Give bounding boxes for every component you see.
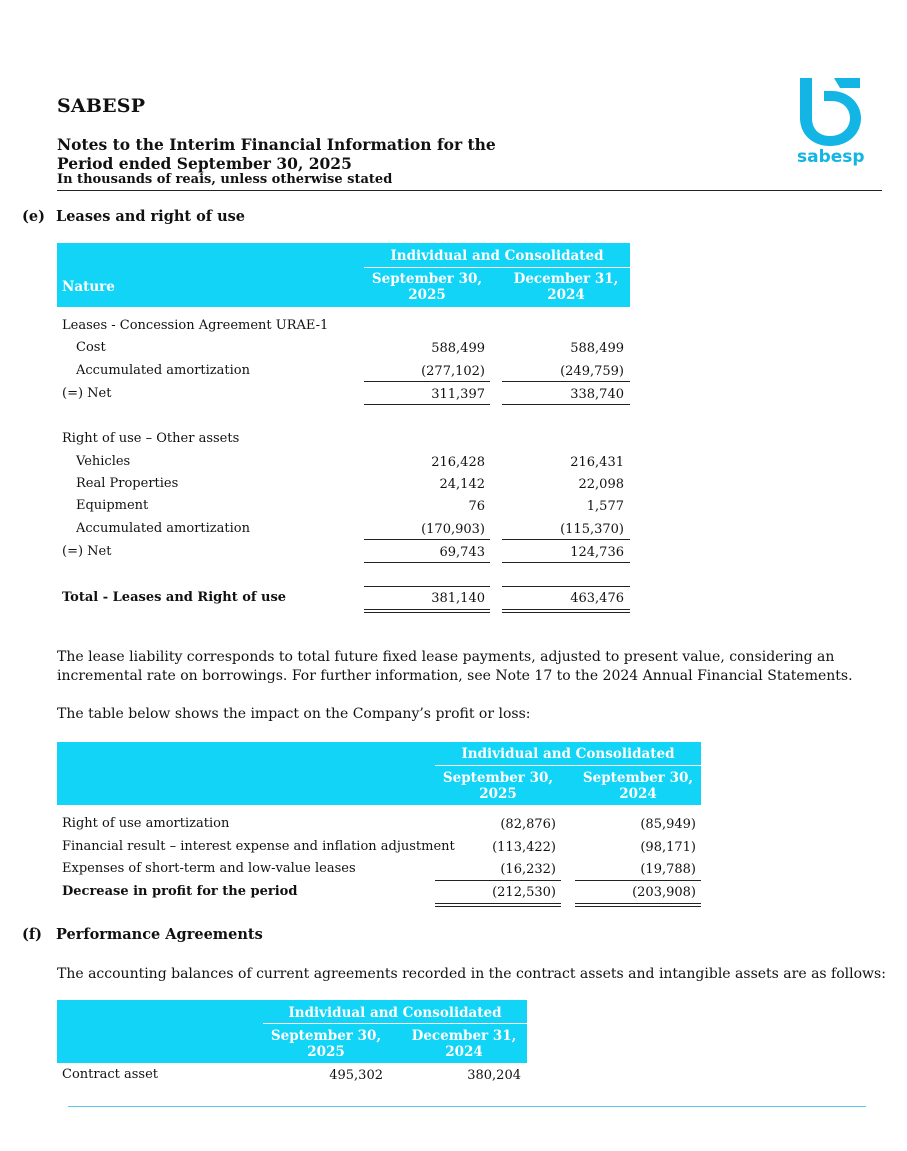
total-double-rule <box>364 609 490 613</box>
subtotal-rule <box>364 539 490 540</box>
company-name: SABESP <box>57 95 146 117</box>
table-cell: 338,740 <box>570 387 624 402</box>
table-cell: 463,476 <box>570 591 624 606</box>
table1-nature-label: Nature <box>62 279 115 295</box>
table-row: Real Properties <box>76 476 179 491</box>
total-double-rule <box>575 903 701 907</box>
sabesp-logo <box>794 74 870 170</box>
table1-col2-line1: December 31, <box>513 271 619 287</box>
table-cell: (82,876) <box>500 817 556 832</box>
table-cell: 381,140 <box>431 591 485 606</box>
table1-header-rule <box>364 267 630 268</box>
header-divider <box>57 190 882 191</box>
table-cell: 588,499 <box>570 341 624 356</box>
notes-title-line1: Notes to the Interim Financial Information for the <box>57 135 496 154</box>
table1-col2-line2: 2024 <box>547 287 585 303</box>
table1-group-header: Individual and Consolidated <box>390 248 604 264</box>
table1-group2-title: Right of use – Other assets <box>62 431 240 446</box>
table-cell: (249,759) <box>560 364 624 379</box>
table1-group2-net-label: (=) Net <box>62 544 112 559</box>
table-cell: (16,232) <box>500 862 556 877</box>
table-row: Vehicles <box>76 454 131 469</box>
table-cell: 495,302 <box>329 1068 383 1083</box>
section-f-title: Performance Agreements <box>56 926 263 943</box>
total-top-rule <box>364 586 490 587</box>
table-cell: (170,903) <box>421 522 485 537</box>
subtotal-rule <box>575 880 701 881</box>
net-rule <box>364 404 490 405</box>
table2-col1-line1: September 30, <box>442 770 554 786</box>
table-row: Accumulated amortization <box>76 363 250 378</box>
subtotal-rule <box>502 539 630 540</box>
logo-text: sabesp <box>797 147 865 167</box>
table-cell: 1,577 <box>586 499 624 514</box>
table-cell: 216,428 <box>431 455 485 470</box>
table-row: Contract asset <box>62 1067 158 1082</box>
subtotal-rule <box>364 381 490 382</box>
table-cell: 22,098 <box>578 477 624 492</box>
table-row: Cost <box>76 340 106 355</box>
impact-intro-paragraph: The table below shows the impact on the Company’s profit or loss: <box>57 706 531 722</box>
table-row: Accumulated amortization <box>76 521 250 536</box>
table2-col1-line2: 2025 <box>479 786 517 802</box>
table3-group-header: Individual and Consolidated <box>288 1005 502 1021</box>
table1-group1-title: Leases - Concession Agreement URAE-1 <box>62 318 329 333</box>
table2-group-header: Individual and Consolidated <box>461 746 675 762</box>
table3-header-rule <box>263 1023 527 1024</box>
net-rule <box>502 404 630 405</box>
contract-balances-paragraph: The accounting balances of current agreements recorded in the contract assets and intangible assets are as follows: <box>57 966 886 982</box>
table-cell: (115,370) <box>560 522 624 537</box>
total-top-rule <box>502 586 630 587</box>
table1-col1-line2: 2025 <box>408 287 446 303</box>
table1-group1-net-label: (=) Net <box>62 386 112 401</box>
table2-col2-line1: September 30, <box>582 770 694 786</box>
table-cell: 588,499 <box>431 341 485 356</box>
table-cell: (85,949) <box>640 817 696 832</box>
notes-title-line2: Period ended September 30, 2025 <box>57 154 352 173</box>
table-cell: (212,530) <box>492 885 556 900</box>
table2-col2-line2: 2024 <box>619 786 657 802</box>
table3-col1-line2: 2025 <box>307 1044 345 1060</box>
table-cell: 24,142 <box>439 477 485 492</box>
table-row: Right of use amortization <box>62 816 230 831</box>
table3-col2-line2: 2024 <box>445 1044 483 1060</box>
table-cell: 69,743 <box>439 545 485 560</box>
net-rule <box>364 562 490 563</box>
footer-rule <box>68 1106 866 1107</box>
table-cell: (277,102) <box>421 364 485 379</box>
table2-total-label: Decrease in profit for the period <box>62 884 298 899</box>
total-double-rule <box>502 609 630 613</box>
notes-subtitle: In thousands of reais, unless otherwise stated <box>57 172 393 187</box>
table-cell: (98,171) <box>640 840 696 855</box>
table-cell: (203,908) <box>632 885 696 900</box>
table-cell: 124,736 <box>570 545 624 560</box>
section-f-letter: (f) <box>22 926 42 943</box>
net-rule <box>502 562 630 563</box>
table-row: Equipment <box>76 498 149 513</box>
table1-total-label: Total - Leases and Right of use <box>62 590 287 605</box>
section-e-letter: (e) <box>22 208 45 225</box>
table1-col1-line1: September 30, <box>371 271 483 287</box>
table-cell: 216,431 <box>570 455 624 470</box>
table3-col1-line1: September 30, <box>270 1028 382 1044</box>
table-cell: (113,422) <box>492 840 556 855</box>
table-cell: 380,204 <box>467 1068 521 1083</box>
table2-header-rule <box>435 765 701 766</box>
table-row: Financial result – interest expense and inflation adjustment <box>62 839 455 854</box>
total-double-rule <box>435 903 561 907</box>
table-row: Expenses of short-term and low-value leases <box>62 861 356 876</box>
table-cell: (19,788) <box>640 862 696 877</box>
section-e-title: Leases and right of use <box>56 208 246 225</box>
table-cell: 76 <box>468 499 485 514</box>
lease-liability-paragraph: The lease liability corresponds to total future fixed lease payments, adjusted to present value, considering an incremental rate on borrowings. For further information, see Note 17 to the 2024 Annual Financial Statements. <box>57 649 853 684</box>
subtotal-rule <box>502 381 630 382</box>
subtotal-rule <box>435 880 561 881</box>
table3-col2-line1: December 31, <box>411 1028 517 1044</box>
table-cell: 311,397 <box>431 387 485 402</box>
